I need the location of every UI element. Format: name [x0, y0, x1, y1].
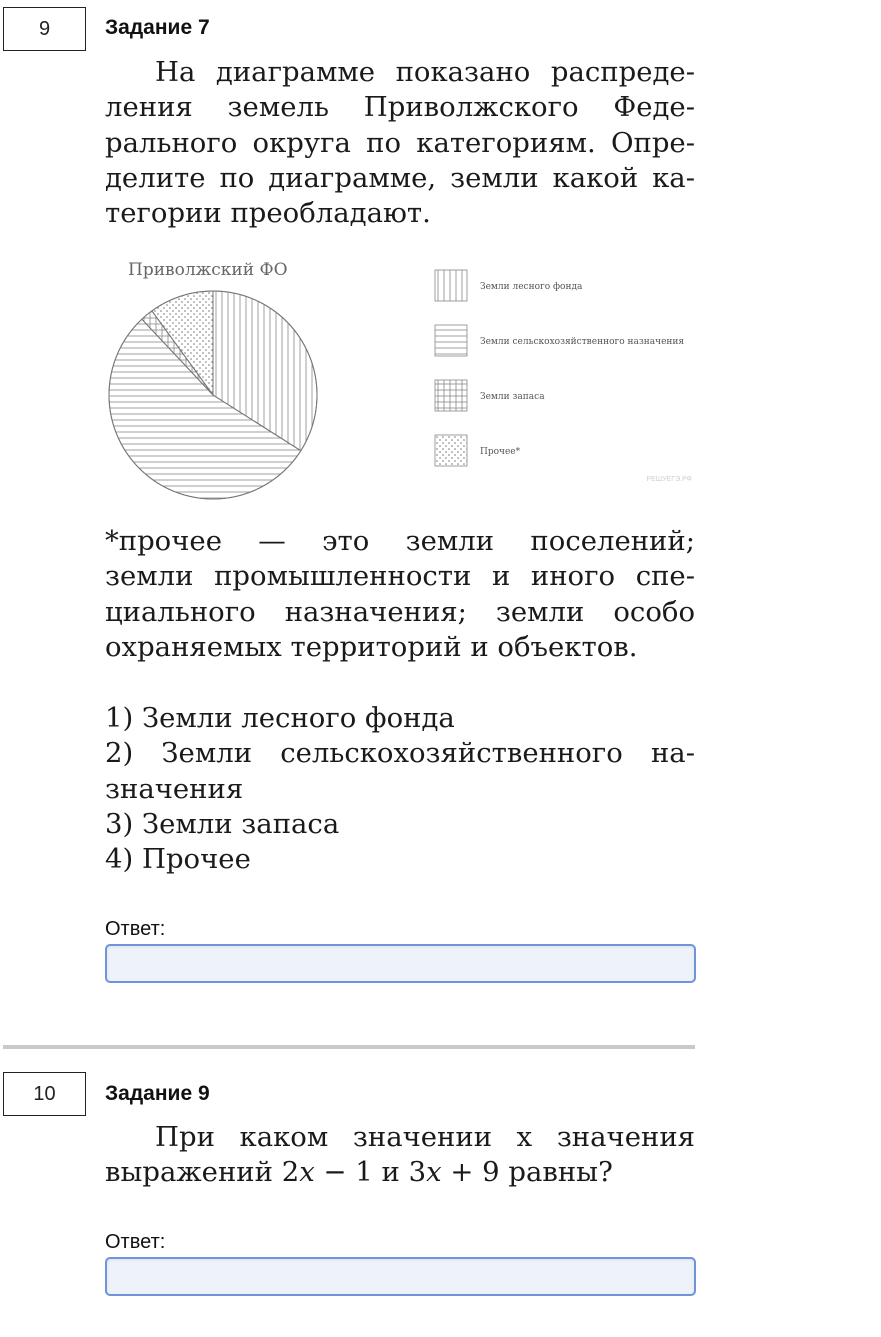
task-title: Задание 7 [105, 16, 210, 39]
text-line [105, 1155, 695, 1190]
answer-label: Ответ: [105, 1231, 166, 1253]
chart-watermark: РЕШУЕГЭ.РФ [646, 476, 692, 483]
text-fragment: выражений [105, 1156, 273, 1189]
math-expression: 2x − 1 [281, 1156, 373, 1189]
legend-label: Земли лесного фонда [480, 282, 583, 292]
task-question-text [105, 55, 695, 231]
footnote-text [105, 524, 695, 665]
legend-swatch [435, 325, 467, 356]
legend-swatch [435, 435, 467, 466]
answer-input[interactable] [105, 944, 696, 983]
legend-label: Земли запаса [480, 392, 545, 402]
task-number-box: 10 [3, 1072, 86, 1116]
task-question-text [105, 1120, 695, 1191]
option-3: 3) Земли запаса [105, 807, 340, 840]
text-line: На диаграмме показано распреде- [155, 56, 695, 88]
answer-options [105, 701, 695, 877]
pie-chart [105, 255, 695, 505]
pie-slices [109, 291, 317, 499]
task-title: Задание 9 [105, 1082, 210, 1105]
chart-legend [435, 270, 684, 466]
chart-title: Приволжский ФО [128, 260, 288, 280]
section-divider [3, 1045, 695, 1049]
text-line: рального округа по категориям. Опре- [105, 126, 695, 159]
text-fragment: значения [556, 1121, 695, 1153]
answer-label: Ответ: [105, 918, 166, 940]
text-fragment: При каком значении [155, 1121, 493, 1153]
footnote-line: циального назначения; земли особо [105, 595, 695, 628]
legend-label: Прочее* [480, 447, 521, 457]
answer-input[interactable] [105, 1257, 696, 1296]
task-number-box: 9 [3, 7, 86, 51]
option-2-continued: значения [105, 772, 244, 805]
footnote-line: *прочее — это земли поселений; [105, 525, 695, 557]
text-fragment: и [381, 1156, 400, 1189]
text-line: ления земель Приволжского Феде- [105, 91, 695, 124]
text-fragment: равны? [508, 1156, 613, 1189]
option-4: 4) Прочее [105, 843, 251, 876]
option-1: 1) Земли лесного фонда [105, 702, 455, 734]
text-line: тегории преобладают. [105, 197, 431, 230]
option-2: 2) Земли сельскохозяйственного на- [105, 737, 695, 770]
footnote-line: земли промышленности и иного спе- [105, 560, 695, 593]
math-expression: 3x + 9 [408, 1156, 500, 1189]
text-line [105, 1120, 695, 1155]
footnote-line: охраняемых территорий и объектов. [105, 630, 638, 663]
legend-label: Земли сельскохозяйственного назначения [480, 337, 685, 347]
math-variable: x [516, 1121, 533, 1153]
legend-swatch [435, 270, 467, 301]
text-line: делите по диаграмме, земли какой ка- [105, 161, 695, 194]
legend-swatch [435, 380, 467, 411]
